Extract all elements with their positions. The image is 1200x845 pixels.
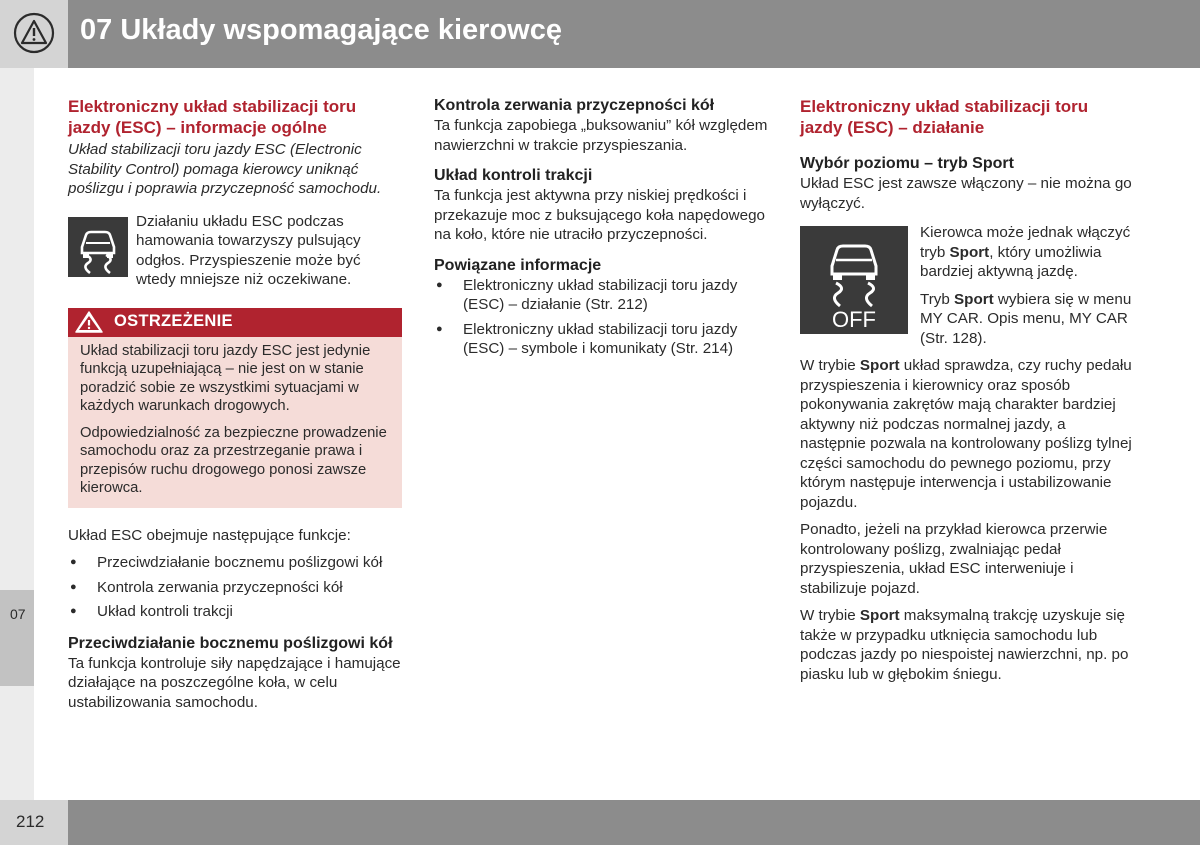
functions-list (68, 553, 402, 622)
warning-box (68, 308, 402, 508)
warning-header (68, 308, 402, 337)
warning-triangle-icon (74, 310, 104, 334)
warning-paragraph: Układ stabilizacji toru jazdy ESC jest jedynie funkcją uzupełniającą – nie jest on w stanie poradzić sobie ze wszystkimi sytuacjami w każdych warunkach drogowych. (80, 342, 371, 414)
list-item: ● Układ kontroli trakcji (68, 602, 402, 622)
body-text: Ta funkcja jest aktywna przy niskiej prędkości i przekazuje moc z buksującego koła napędowego na koło, które nie utraciło przyczepności. (434, 187, 765, 243)
body-text: Tryb Sport wybiera się w menu MY CAR. Opis menu, MY CAR (Str. 128). (920, 290, 1132, 347)
subsection-heading: Wybór poziomu – tryb Sport (800, 155, 1014, 172)
page-title: 07 Układy wspomagające kierowcę (80, 14, 562, 46)
warning-circle-icon (13, 12, 55, 54)
list-item: ● Przeciwdziałanie bocznemu poślizgowi kół (68, 553, 402, 573)
body-text: Ponadto, jeżeli na przykład kierowca przerwie kontrolowany poślizg, zwalniając pedał przyspieszenia, układ ESC interweniuje i stabilizuje pojazd. (800, 521, 1108, 597)
warning-paragraph: Odpowiedzialność za bezpieczne prowadzenie samochodu oraz za przestrzeganie prawa i przepisów ruchu drogowego ponosi zawsze kierowca. (80, 424, 387, 496)
footer-bar (68, 800, 1200, 845)
related-info-heading: Powiązane informacje (434, 256, 602, 274)
body-text: W trybie Sport maksymalną trakcję uzyskuje się także w przypadku utknięcia samochodu lub podczas jazdy po niespoistej nawierzchni, np. po piasku lub w głębokim śniegu. (800, 607, 1129, 683)
column-1 (68, 96, 402, 712)
section-heading-esc-general: Elektroniczny układ stabilizacji toru jazdy (ESC) – informacje ogólne (68, 97, 357, 137)
esc-info-row (68, 212, 402, 290)
column-2 (434, 96, 768, 359)
chapter-tab (0, 590, 34, 686)
section-heading-esc-operation: Elektroniczny układ stabilizacji toru jazdy (ESC) – działanie (800, 97, 1089, 137)
list-item: ● Kontrola zerwania przyczepności kół (68, 578, 402, 598)
esc-off-label: OFF (832, 307, 876, 332)
body-text: Kierowca może jednak włączyć tryb Sport, który umożliwia bardziej aktywną jazdę. (920, 224, 1131, 280)
warning-label: OSTRZEŻENIE (114, 312, 233, 331)
intro-text: Układ stabilizacji toru jazdy ESC (Electronic Stability Control) pomaga kierowcy uniknąć poślizgu i poprawia przyczepność samochodu. (68, 141, 382, 197)
subsection-text: Ta funkcja kontroluje siły napędzające i hamujące działające na poszczególne koła, w celu ustabilizowania samochodu. (68, 654, 401, 711)
esc-info-text: Działaniu układu ESC podczas hamowania towarzyszy pulsujący odgłos. Przyspieszenie może być wtedy mniejsze niż oczekiwane. (136, 212, 361, 288)
side-margin (0, 68, 34, 800)
body-text: Ta funkcja zapobiega „buksowaniu” kół względem nawierzchni w trakcie przyspieszania. (434, 117, 768, 154)
chapter-tab-label: 07 (10, 606, 26, 622)
subsection-heading: Kontrola zerwania przyczepności kół (434, 97, 715, 114)
sport-mode-row (800, 223, 1134, 348)
functions-intro: Układ ESC obejmuje następujące funkcje: (68, 526, 351, 544)
related-link[interactable]: ● Elektroniczny układ stabilizacji toru jazdy (ESC) – działanie (Str. 212) (434, 276, 768, 315)
subsection-heading: Układ kontroli trakcji (434, 167, 593, 184)
body-text: Układ ESC jest zawsze włączony – nie można go wyłączyć. (800, 175, 1132, 212)
subsection-heading: Przeciwdziałanie bocznemu poślizgowi kół (68, 634, 393, 652)
esc-skid-icon (68, 217, 128, 277)
sport-mode-text (920, 223, 1134, 348)
column-3 (800, 96, 1134, 684)
body-text: W trybie Sport układ sprawdza, czy ruchy pedału przyspieszenia i kierownicy oraz sposób pokonywania zakrętów mają charakter bardziej aktywny niż podczas normalnej jazdy, a następnie pozwala na kontrolowany poślizg tylnej części samochodu do pewnego poziomu, przy którym następuje interwencja i ustabilizowanie pojazdu. (800, 357, 1132, 511)
related-links-list (434, 276, 768, 359)
related-link[interactable]: ● Elektroniczny układ stabilizacji toru jazdy (ESC) – symbole i komunikaty (Str. 214) (434, 320, 768, 359)
warning-body (68, 337, 402, 508)
page-number: 212 (16, 812, 45, 831)
esc-off-icon (800, 226, 908, 334)
